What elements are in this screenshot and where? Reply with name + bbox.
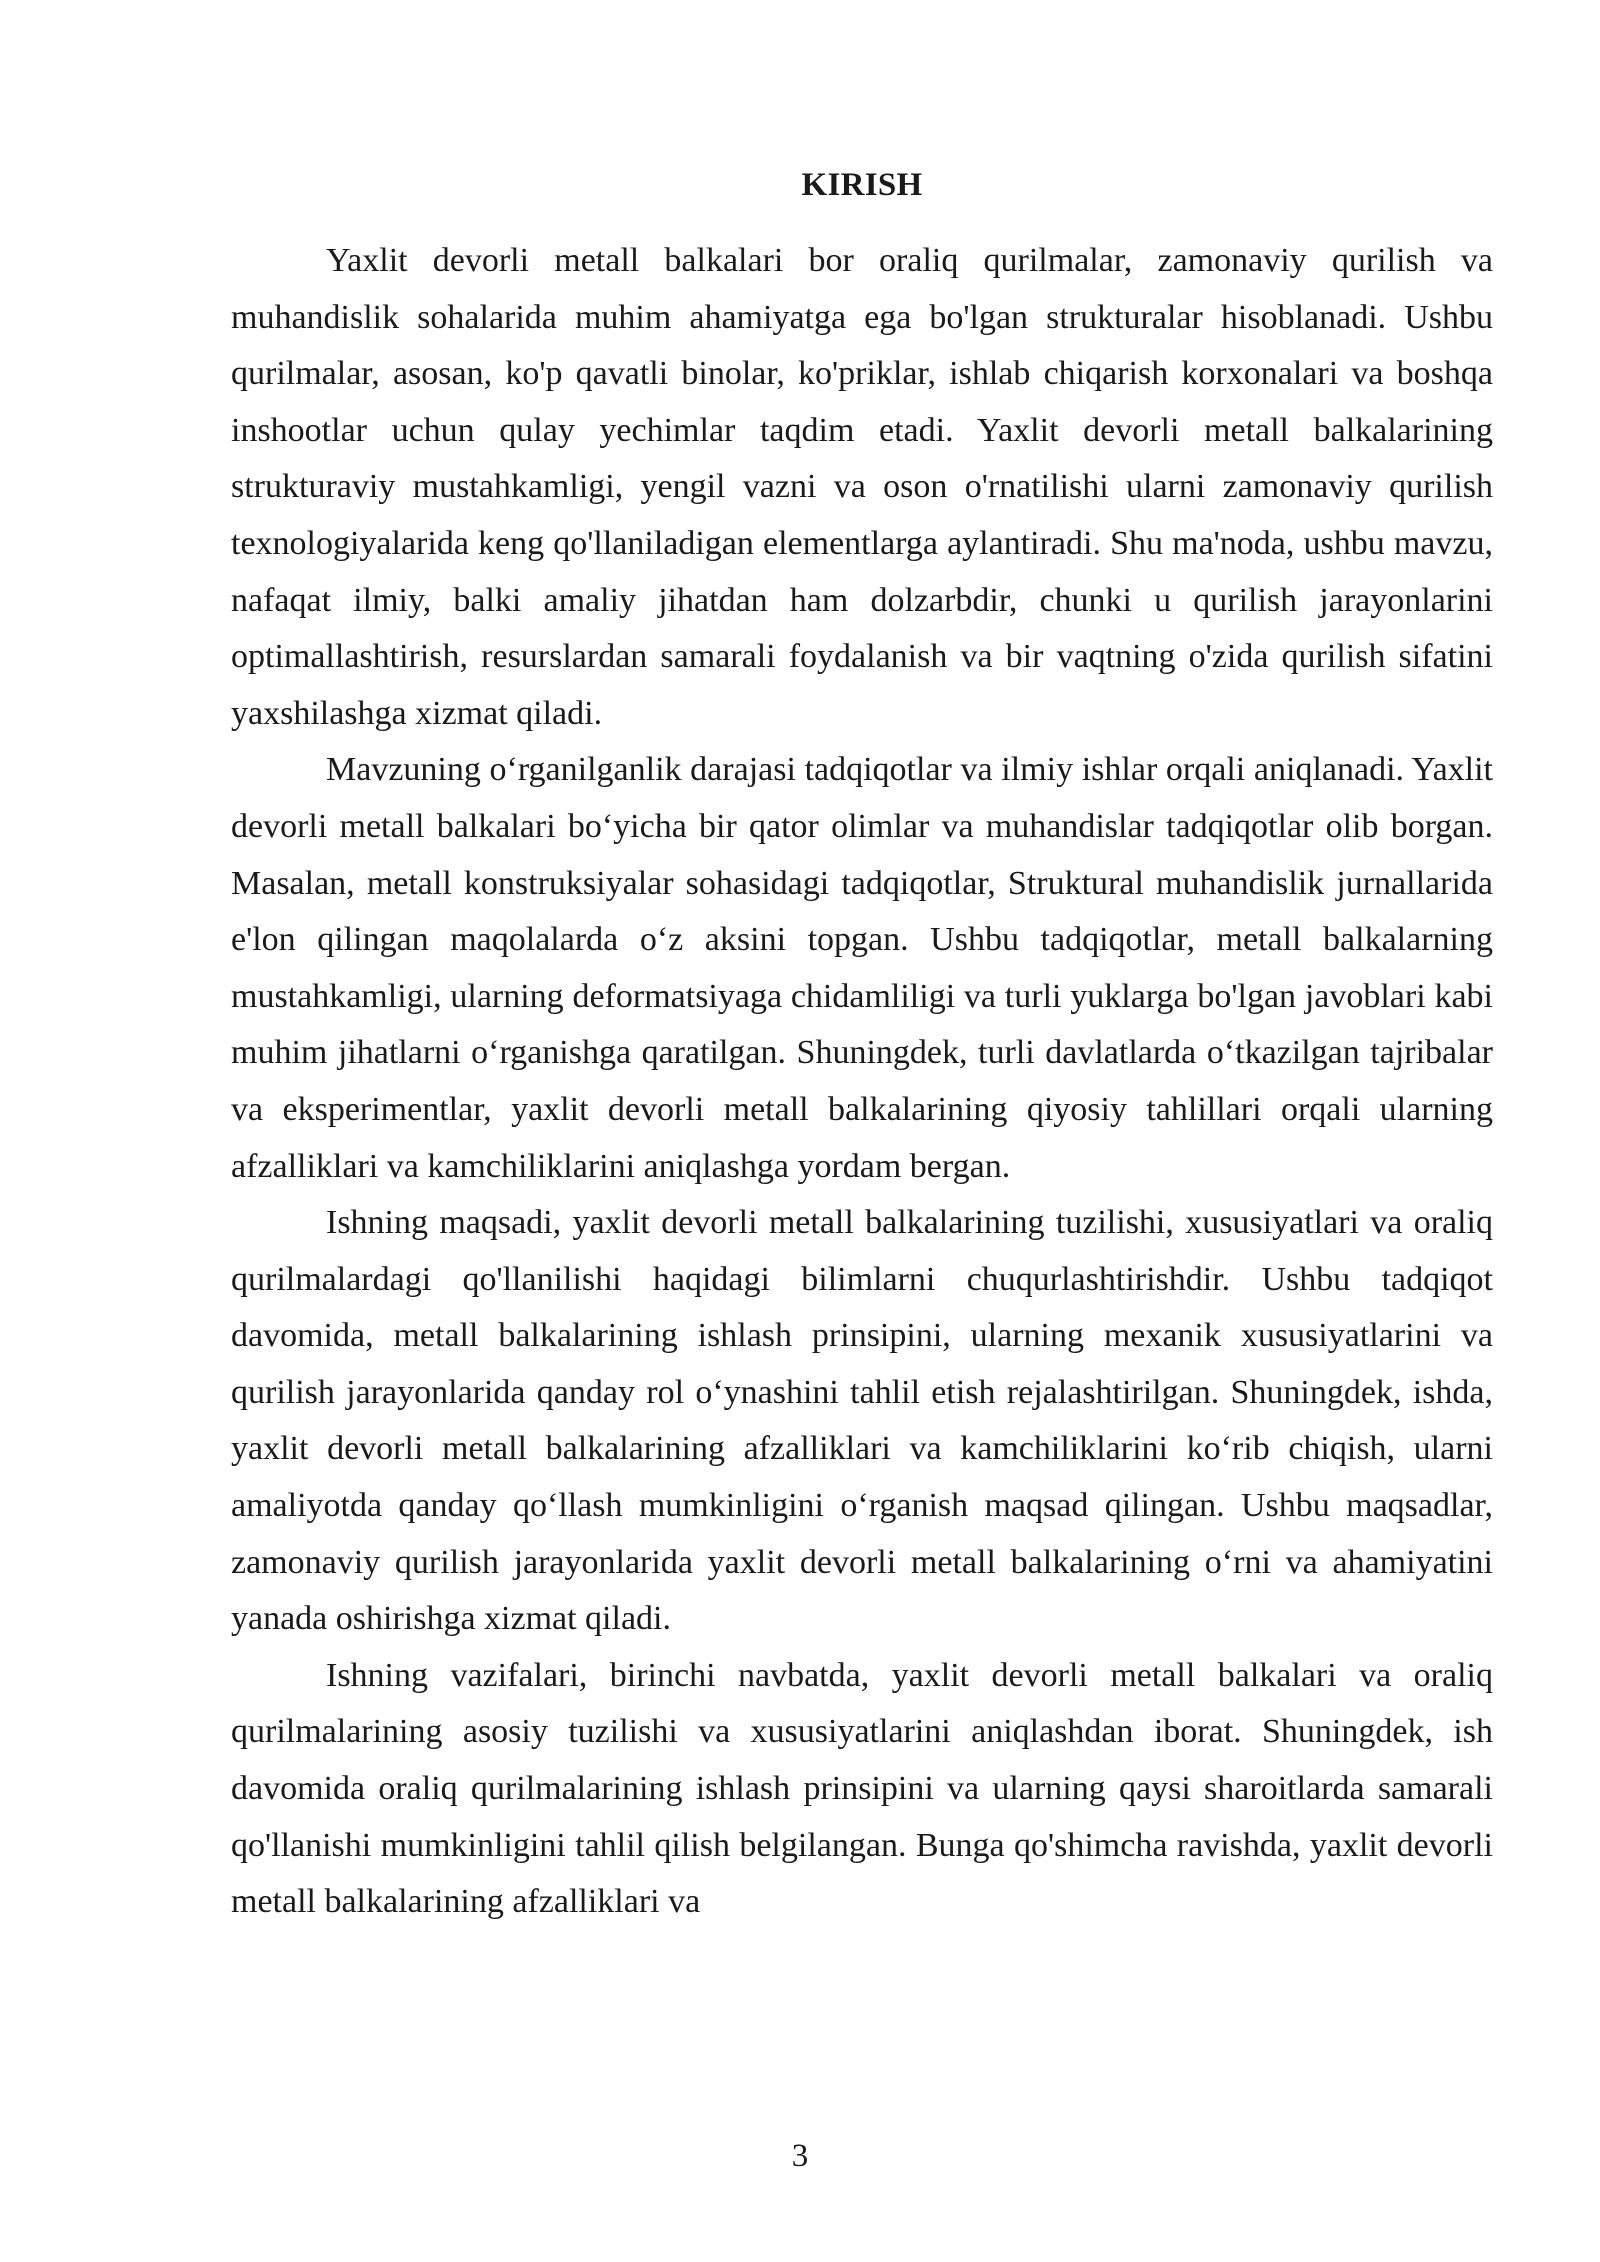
page-number: 3: [791, 2138, 809, 2174]
paragraph-research-status: Mavzuning o‘rganilganlik darajasi tadqiqotlar va ilmiy ishlar orqali aniqlanadi. Yaxlit devorli metall balkalari bo‘yicha bir qator olimlar va muhandislar tadqiqotlar olib borgan. Masalan, metall konstruksiyalar sohasidagi tadqiqotlar, Struktural muhandislik jurnallarida e'lon qilingan maqolalarda o‘z aksini topgan. Ushbu tadqiqotlar, metall balkalarning mustahkamligi, ularning deformatsiyaga chidamliligi va turli yuklarga bo'lgan javoblari kabi muhim jihatlarni o‘rganishga qaratilgan. Shuningdek, turli davlatlarda o‘tkazilgan tajribalar va eksperimentlar, yaxlit devorli metall balkalarining qiyosiy tahlillari orqali ularning afzalliklari va kamchiliklarini aniqlashga yordam bergan.: [231, 751, 1493, 1185]
paragraph-introduction: Yaxlit devorli metall balkalari bor oraliq qurilmalar, zamonaviy qurilish va muhandislik sohalarida muhim ahamiyatga ega bo'lgan strukturalar hisoblanadi. Ushbu qurilmalar, asosan, ko'p qavatli binolar, ko'priklar, ishlab chiqarish korxonalari va boshqa inshootlar uchun qulay yechimlar taqdim etadi. Yaxlit devorli metall balkalarining strukturaviy mustahkamligi, yengil vazni va oson o'rnatilishi ularni zamonaviy qurilish texnologiyalarida keng qo'llaniladigan elementlarga aylantiradi. Shu ma'noda, ushbu mavzu, nafaqat ilmiy, balki amaliy jihatdan ham dolzarbdir, chunki u qurilish jarayonlarini optimallashtirish, resurslardan samarali foydalanish va bir vaqtning o'zida qurilish sifatini yaxshilashga xizmat qiladi.: [231, 242, 1493, 732]
paragraph-tasks: Ishning vazifalari, birinchi navbatda, yaxlit devorli metall balkalari va oraliq qurilmalarining asosiy tuzilishi va xususiyatlarini aniqlashdan iborat. Shuningdek, ish davomida oraliq qurilmalarining ishlash prinsipini va ularning qaysi sharoitlarda samarali qo'llanishi mumkinligini tahlil qilish belgilangan. Bunga qo'shimcha ravishda, yaxlit devorli metall balkalarining afzalliklari va: [231, 1656, 1493, 1921]
page-body: [231, 163, 1493, 1931]
section-title: KIRISH: [801, 167, 923, 203]
paragraph-purpose: Ishning maqsadi, yaxlit devorli metall balkalarining tuzilishi, xususiyatlari va oraliq qurilmalardagi qo'llanilishi haqidagi bilimlarni chuqurlashtirishdir. Ushbu tadqiqot davomida, metall balkalarining ishlash prinsipini, ularning mexanik xususiyatlarini va qurilish jarayonlarida qanday rol o‘ynashini tahlil etish rejalashtirilgan. Shuningdek, ishda, yaxlit devorli metall balkalarining afzalliklari va kamchiliklarini ko‘rib chiqish, ularni amaliyotda qanday qo‘llash mumkinligini o‘rganish maqsad qilingan. Ushbu maqsadlar, zamonaviy qurilish jarayonlarida yaxlit devorli metall balkalarining o‘rni va ahamiyatini yanada oshirishga xizmat qiladi.: [231, 1204, 1493, 1638]
